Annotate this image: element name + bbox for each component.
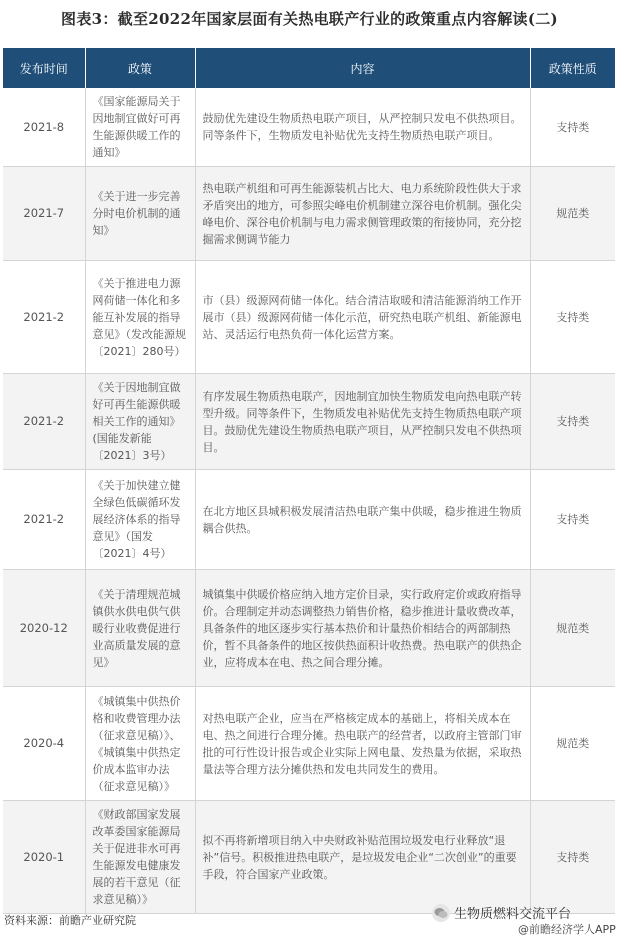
cell-policy: 《关于因地制宜做好可再生能源供暖相关工作的通知》(国能发新能〔2021〕3号） bbox=[85, 374, 195, 470]
cell-date: 2021-2 bbox=[3, 470, 85, 570]
column-header-content: 内容 bbox=[195, 48, 530, 88]
cell-content: 城镇集中供暖价格应纳入地方定价目录，实行政府定价或政府指导价。合理制定并动态调整热力销售价格，稳步推进计量收费改革，具备条件的地区逐步实行基本热价和计量热价相结合的两部制热价，暂不具备条件的地区按供热面积计收热费。热电联产的供热企业，应将成本在电、热之间合理分摊。 bbox=[195, 570, 530, 687]
cell-content: 拟不再将新增项目纳入中央财政补贴范围垃圾发电行业释放“退补”信号。积极推进热电联产，是垃圾发电企业“二次创业”的重要手段，符合国家产业政策。 bbox=[195, 801, 530, 914]
page-title: 图表3：截至2022年国家层面有关热电联产行业的政策重点内容解读(二) bbox=[61, 10, 558, 28]
table-row bbox=[3, 801, 615, 914]
cell-policy: 《国家能源局关于因地制宜做好可再生能源供暖工作的通知》 bbox=[85, 88, 195, 167]
cell-date: 2021-7 bbox=[3, 167, 85, 261]
table-row bbox=[3, 88, 615, 167]
cell-content: 热电联产机组和可再生能源装机占比大、电力系统阶段性供大于求矛盾突出的地方，可参照尖峰电价机制建立深谷电价机制。强化尖峰电价、深谷电价机制与电力需求侧管理政策的衔接协同，充分挖掘需求侧调节能力 bbox=[195, 167, 530, 261]
cell-nature: 支持类 bbox=[530, 470, 615, 570]
table-row bbox=[3, 570, 615, 687]
wechat-account bbox=[432, 903, 571, 922]
cell-content: 对热电联产企业，应当在严格核定成本的基础上，将相关成本在电、热之间进行合理分摊。热电联产的经营者，以政府主管部门审批的可行性设计报告或企业实际上网电量、发热量为依据，采取热量法等合理方法分摊供热和发电共同发生的费用。 bbox=[195, 687, 530, 801]
cell-nature: 规范类 bbox=[530, 687, 615, 801]
table-row bbox=[3, 470, 615, 570]
cell-date: 2021-8 bbox=[3, 88, 85, 167]
cell-nature: 支持类 bbox=[530, 801, 615, 914]
table-row bbox=[3, 687, 615, 801]
policy-table bbox=[3, 48, 615, 914]
cell-date: 2021-2 bbox=[3, 261, 85, 374]
cell-nature: 支持类 bbox=[530, 261, 615, 374]
cell-policy: 《城镇集中供热价格和收费管理办法（征求意见稿）》、《城镇集中供热定价成本监审办法（征求意见稿）》 bbox=[85, 687, 195, 801]
cell-policy: 《关于进一步完善分时电价机制的通知》 bbox=[85, 167, 195, 261]
cell-policy: 《关于清理规范城镇供水供电供气供暖行业收费促进行业高质量发展的意见》 bbox=[85, 570, 195, 687]
wechat-account-name: 生物质燃料交流平台 bbox=[454, 907, 572, 922]
column-header-nature: 政策性质 bbox=[530, 48, 615, 88]
cell-date: 2020-12 bbox=[3, 570, 85, 687]
cell-date: 2020-4 bbox=[3, 687, 85, 801]
table-row bbox=[3, 261, 615, 374]
cell-policy: 《财政部国家发展改革委国家能源局关于促进非水可再生能源发电健康发展的若干意见（征求意见稿）》 bbox=[85, 801, 195, 914]
cell-date: 2021-2 bbox=[3, 374, 85, 470]
table-row bbox=[3, 167, 615, 261]
cell-content: 有序发展生物质热电联产，因地制宜加快生物质发电向热电联产转型升级。同等条件下，生物质发电补贴优先支持生物质热电联产项目。鼓励优先建设生物质热电联产项目，从严控制只发电不供热项目。 bbox=[195, 374, 530, 470]
cell-policy: 《关于推进电力源网荷储一体化和多能互补发展的指导意见》（发改能源规〔2021〕280号） bbox=[85, 261, 195, 374]
cell-nature: 支持类 bbox=[530, 88, 615, 167]
cell-content: 市（县）级源网荷储一体化。结合清洁取暖和清洁能源消纳工作开展市（县）级源网荷储一体化示范，研究热电联产机组、新能源电站、灵活运行电热负荷一体化运营方案。 bbox=[195, 261, 530, 374]
cell-nature: 规范类 bbox=[530, 570, 615, 687]
table-row bbox=[3, 374, 615, 470]
app-watermark: @前瞻经济学人APP bbox=[518, 923, 616, 936]
cell-policy: 《关于加快建立健全绿色低碳循环发展经济体系的指导意见》（国发〔2021〕4号） bbox=[85, 470, 195, 570]
wechat-logo-icon bbox=[432, 904, 450, 922]
column-header-policy: 政策 bbox=[85, 48, 195, 88]
cell-date: 2020-1 bbox=[3, 801, 85, 914]
source-note: 资料来源：前瞻产业研究院 bbox=[4, 914, 136, 927]
column-header-date: 发布时间 bbox=[3, 48, 85, 88]
table-header-row bbox=[3, 48, 615, 88]
cell-nature: 支持类 bbox=[530, 374, 615, 470]
cell-content: 鼓励优先建设生物质热电联产项目，从严控制只发电不供热项目。同等条件下，生物质发电补贴优先支持生物质热电联产项目。 bbox=[195, 88, 530, 167]
cell-nature: 规范类 bbox=[530, 167, 615, 261]
cell-content: 在北方地区县城积极发展清洁热电联产集中供暖，稳步推进生物质耦合供热。 bbox=[195, 470, 530, 570]
